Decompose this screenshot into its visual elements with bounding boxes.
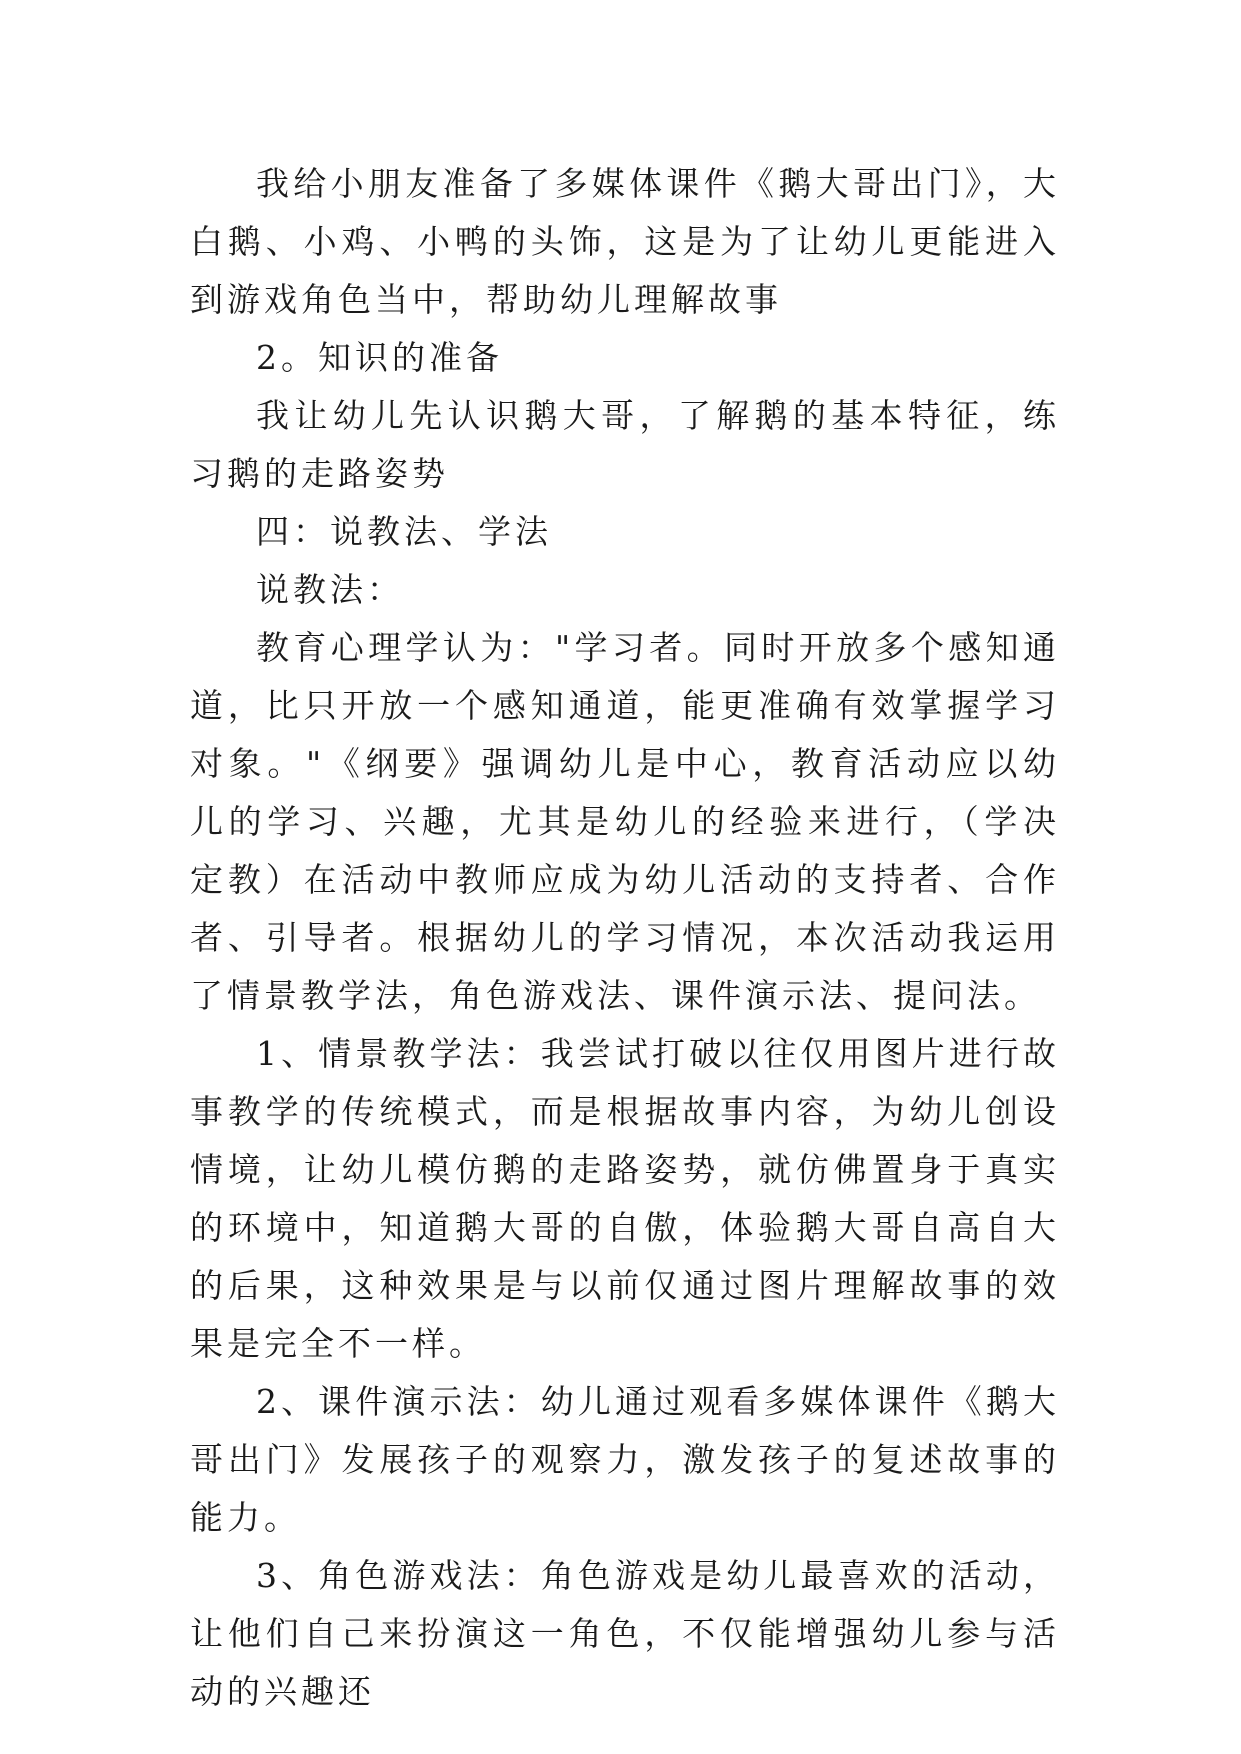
paragraph-method-1: 1、情景教学法：我尝试打破以往仅用图片进行故事教学的传统模式，而是根据故事内容，为幼儿创设情境，让幼儿模仿鹅的走路姿势，就仿佛置身于真实的环境中，知道鹅大哥的自傲，体验鹅大哥自高自大的后果，这种效果是与以前仅通过图片理解故事的效果是完全不一样。 bbox=[190, 1034, 1060, 1363]
paragraph-materials: 我给小朋友准备了多媒体课件《鹅大哥出门》，大白鹅、小鸡、小鸭的头饰，这是为了让幼儿更能进入到游戏角色当中，帮助幼儿理解故事 bbox=[190, 164, 1060, 319]
document-body bbox=[190, 155, 1060, 1721]
section-heading-methods: 四：说教法、学法 bbox=[256, 512, 552, 551]
paragraph-method-2: 2、课件演示法：幼儿通过观看多媒体课件《鹅大哥出门》发展孩子的观察力，激发孩子的复述故事的能力。 bbox=[190, 1382, 1060, 1537]
paragraph-knowledge: 我让幼儿先认识鹅大哥，了解鹅的基本特征，练习鹅的走路姿势 bbox=[190, 396, 1060, 493]
paragraph-method-3: 3、角色游戏法：角色游戏是幼儿最喜欢的活动，让他们自己来扮演这一角色，不仅能增强幼儿参与活动的兴趣还 bbox=[190, 1556, 1060, 1711]
subheading-teaching-methods: 说教法： bbox=[256, 570, 404, 609]
paragraph-psychology: 教育心理学认为："学习者。同时开放多个感知通道，比只开放一个感知通道，能更准确有效掌握学习对象。"《纲要》强调幼儿是中心，教育活动应以幼儿的学习、兴趣，尤其是幼儿的经验来进行，（学决定教）在活动中教师应成为幼儿活动的支持者、合作者、引导者。根据幼儿的学习情况，本次活动我运用了情景教学法，角色游戏法、课件演示法、提问法。 bbox=[190, 628, 1060, 1015]
paragraph-knowledge-heading: 2。知识的准备 bbox=[256, 338, 503, 377]
